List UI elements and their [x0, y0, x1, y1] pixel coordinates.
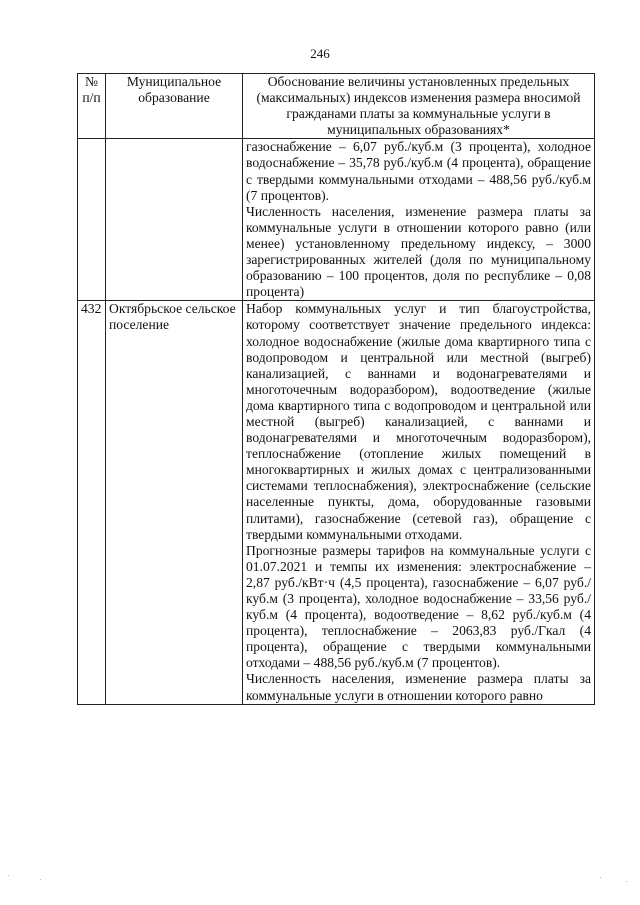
table-header-row	[78, 74, 595, 139]
justification-paragraph: газоснабжение – 6,07 руб./куб.м (3 процента), холодное водоснабжение – 35,78 руб./куб.м (4 процента), обращение с твердыми коммунальными отходами – 488,56 руб./куб.м (7 процентов).	[246, 139, 591, 203]
table-row	[78, 139, 595, 301]
scan-noise	[0, 875, 640, 895]
row-municipality: Октябрьское сельское поселение	[106, 301, 243, 704]
row-justification	[243, 139, 595, 301]
justification-paragraph: Прогнозные размеры тарифов на коммунальные услуги с 01.07.2021 и темпы их изменения: электроснабжение – 2,87 руб./кВт·ч (4,5 процента), газоснабжение – 6,07 руб./куб.м (3 процента), холодное водоснабжение – 33,56 руб./куб.м (4 процента), водоотведение – 8,62 руб./куб.м (4 процента), теплоснабжение – 2063,83 руб./Гкал (4 процента), обращение с твердыми коммунальными отходами – 488,56 руб./куб.м (7 процентов).	[246, 542, 591, 671]
justification-paragraph: Набор коммунальных услуг и тип благоустройства, которому соответствует значение предельного индекса: холодное водоснабжение (жилые дома квартирного типа с водопроводом и центральной или местной (выгреб) канализацией, с ваннами и водонагревателями и многоточечным водоразбором), водоотведение (жилые дома квартирного типа с водопроводом и центральной или местной (выгреб) канализацией, с ваннами и водонагревателями и многоточечным водоразбором), теплоснабжение (отопление жилых помещений в многоквартирных и жилых домах с централизованными системами теплоснабжения), электроснабжение (сельские населенные пункты, дома, оборудованные газовыми плитами), газоснабжение (сетевой газ), обращение с твердыми коммунальными отходами.	[246, 301, 591, 542]
table-row	[78, 301, 595, 704]
justification-paragraph: Численность населения, изменение размера платы за коммунальные услуги в отношении которого равно (или менее) установленному предельному индексу, – 3000 зарегистрированных жителей (доля по муниципальному образованию – 100 процентов, доля по республике – 0,08 процента)	[246, 203, 591, 300]
header-municipality: Муниципальное образование	[106, 74, 243, 139]
justification-paragraph: Численность населения, изменение размера платы за коммунальные услуги в отношении которого равно	[246, 671, 591, 703]
row-municipality	[106, 139, 243, 301]
header-num: № п/п	[78, 74, 106, 139]
row-justification	[243, 301, 595, 704]
row-number: 432	[78, 301, 106, 704]
page-number: 246	[310, 46, 330, 61]
header-justification: Обоснование величины установленных предельных (максимальных) индексов изменения размера вносимой гражданами платы за коммунальные услуги в муниципальных образованиях*	[243, 74, 595, 139]
row-number	[78, 139, 106, 301]
tariff-justification-table	[77, 73, 595, 705]
